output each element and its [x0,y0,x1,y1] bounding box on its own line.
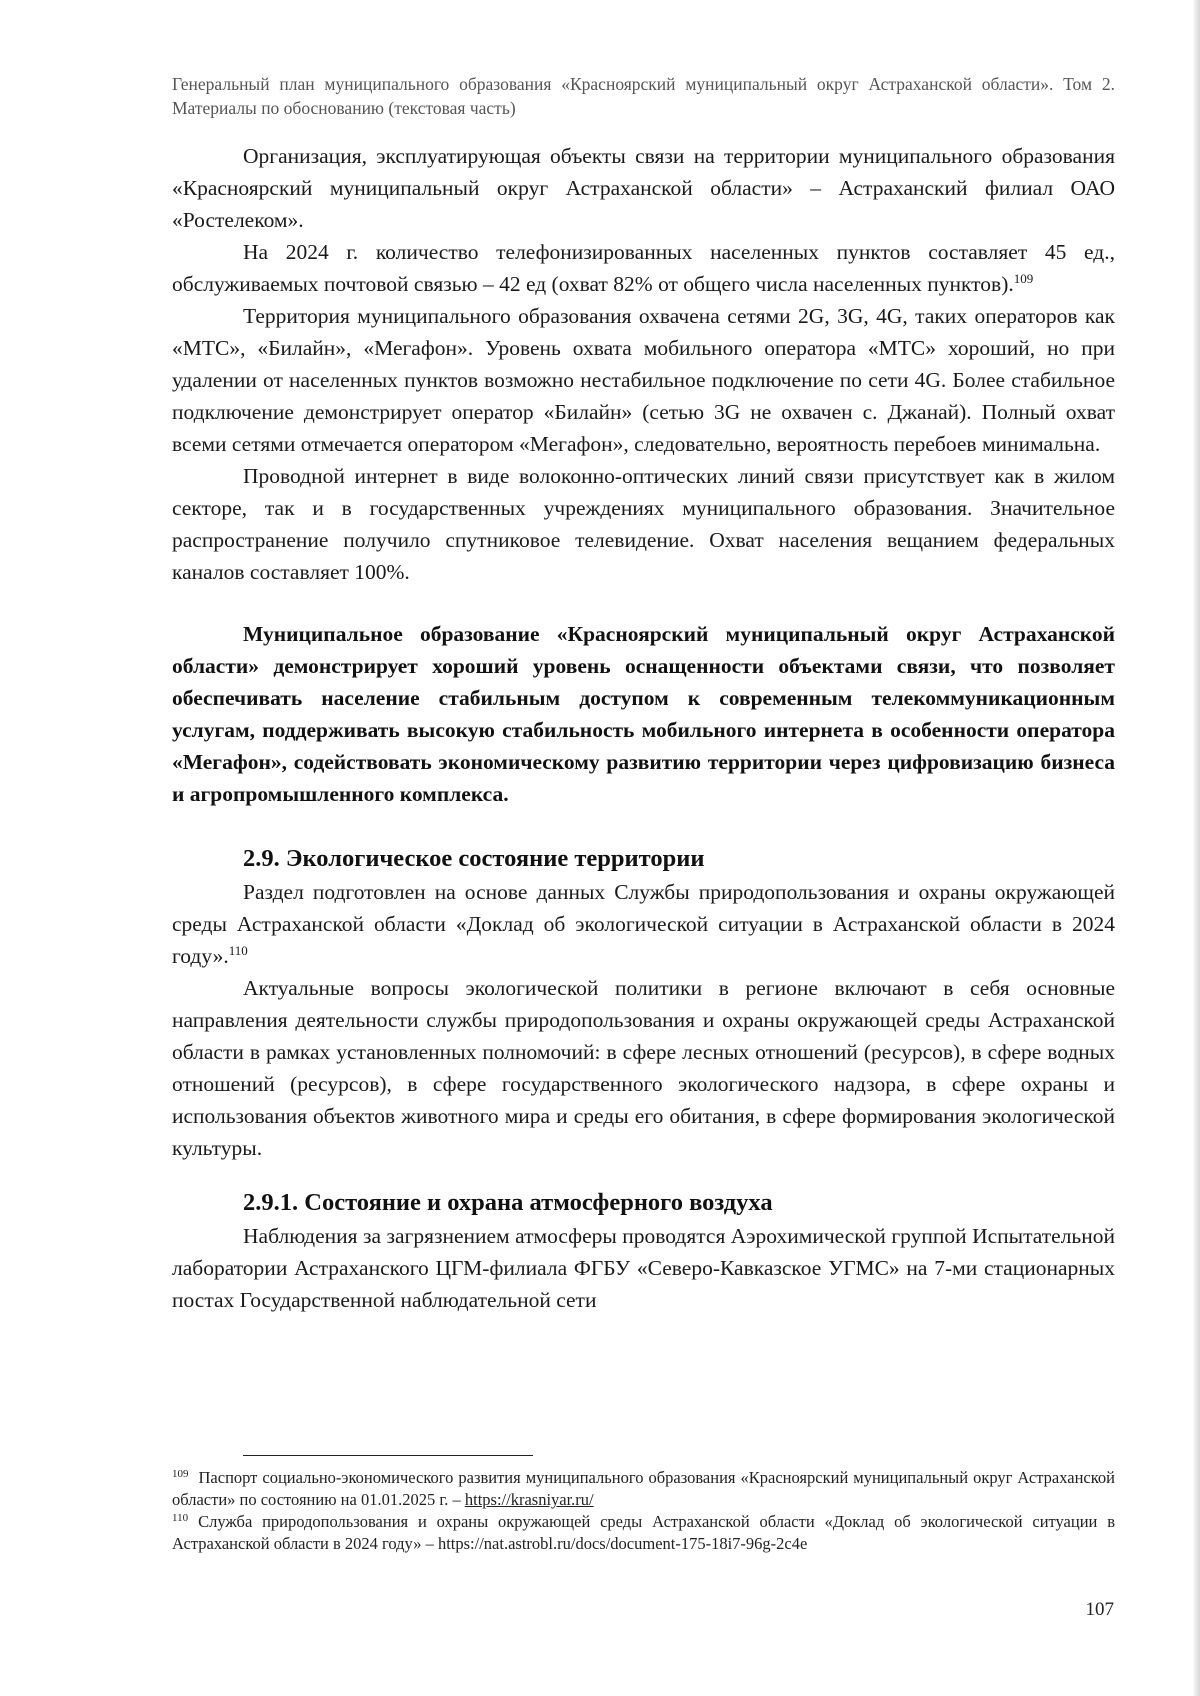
footnote-109 [172,1467,1115,1511]
footnote-110 [172,1511,1115,1555]
section-heading-2-9-1: 2.9.1. Состояние и охрана атмосферного воздуха [243,1189,773,1216]
document-body [172,140,1115,1316]
paragraph-operator [172,140,1115,236]
footnote-109-link[interactable]: https://krasniyar.ru/ [464,1490,594,1509]
footnote-ref-109[interactable]: 109 [1013,270,1034,286]
paragraph-section-source-text: Раздел подготовлен на основе данных Службы природопользования и охраны окружающей среды Астраханской области «Доклад об экологической ситуации в Астраханской области в 2024 году». [172,880,1115,968]
paragraph-wired-internet-text: Проводной интернет в виде волоконно-оптических линий связи присутствует как в жилом секторе, так и в государственных учреждениях муниципального образования. Значительное распространение получило спутниковое телевидение. Охват населения вещанием федеральных каналов составляет 100%. [172,464,1115,584]
spacer [172,810,1115,842]
page-number: 107 [1085,1599,1114,1620]
spacer [172,1164,1115,1186]
section-heading-2-9: 2.9. Экологическое состояние территории [243,845,705,872]
footnote-ref-110[interactable]: 110 [228,942,248,958]
paragraph-telephony-text: На 2024 г. количество телефонизированных населенных пунктов составляет 45 ед., обслуживаемых почтовой связью – 42 ед (охват 82% от общего числа населенных пунктов). [172,240,1115,296]
paragraph-air-monitoring [172,1220,1115,1316]
footnote-number: 110 [172,1511,189,1524]
footnote-109-text: Паспорт социально-экономического развития муниципального образования «Красноярский муниципальный округ Астраханской области» по состоянию на 01.01.2025 г. – [172,1468,1115,1509]
paragraph-air-monitoring-text: Наблюдения за загрязнением атмосферы проводятся Аэрохимической группой Испытательной лаборатории Астраханского ЦГМ-филиала ФГБУ «Северо-Кавказское УГМС» на 7-ми стационарных постах Государственной наблюдательной сети [172,1224,1115,1312]
paragraph-conclusion-text: Муниципальное образование «Красноярский муниципальный округ Астраханской области» демонстрирует хороший уровень оснащенности объектами связи, что позволяет обеспечивать население стабильным доступом к современным телекоммуникационным услугам, поддерживать высокую стабильность мобильного интернета в особенности оператора «Мегафон», содействовать экономическому развитию территории через цифровизацию бизнеса и агропромышленного комплекса. [172,622,1115,806]
footnote-number: 109 [172,1467,189,1480]
page-edge-shadow [1194,0,1200,1696]
footnotes [172,1467,1115,1555]
paragraph-telephony [172,236,1115,300]
footnote-110-text: Служба природопользования и охраны окружающей среды Астраханской области «Доклад об экологической ситуации в Астраханской области в 2024 году» – https://nat.astrobl.ru/docs/document-175-18i7-96g-2c4e [172,1512,1115,1553]
paragraph-ecology-policy [172,972,1115,1164]
paragraph-wired-internet [172,460,1115,588]
paragraph-section-source [172,876,1115,972]
spacer [172,588,1115,618]
paragraph-conclusion [172,618,1115,810]
paragraph-operator-text: Организация, эксплуатирующая объекты связи на территории муниципального образования «Красноярский муниципальный округ Астраханской области» – Астраханский филиал ОАО «Ростелеком». [172,144,1115,232]
footnote-separator [243,1455,533,1456]
paragraph-ecology-policy-text: Актуальные вопросы экологической политики в регионе включают в себя основные направления деятельности службы природопользования и охраны окружающей среды Астраханской области в рамках установленных полномочий: в сфере лесных отношений (ресурсов), в сфере водных отношений (ресурсов), в сфере государственного экологического надзора, в сфере охраны и использования объектов животного мира и среды его обитания, в сфере формирования экологической культуры. [172,976,1115,1160]
paragraph-mobile-coverage-text: Территория муниципального образования охвачена сетями 2G, 3G, 4G, таких операторов как «МТС», «Билайн», «Мегафон». Уровень охвата мобильного оператора «МТС» хороший, но при удалении от населенных пунктов возможно нестабильное подключение по сети 4G. Более стабильное подключение демонстрирует оператор «Билайн» (сетью 3G не охвачен с. Джанай). Полный охват всеми сетями отмечается оператором «Мегафон», следовательно, вероятность перебоев минимальна. [172,304,1115,456]
running-header: Генеральный план муниципального образования «Красноярский муниципальный округ Астраханской области». Том 2. Материалы по обоснованию (текстовая часть) [172,74,1115,118]
paragraph-mobile-coverage [172,300,1115,460]
